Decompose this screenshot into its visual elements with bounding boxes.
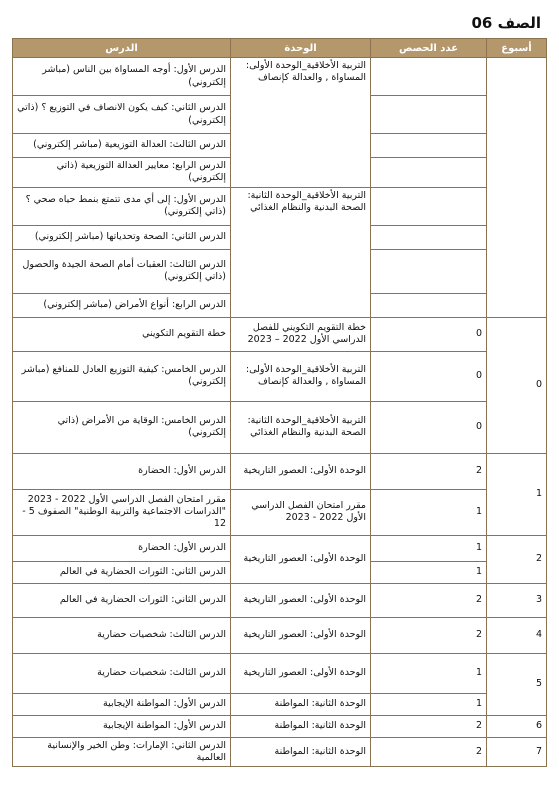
table-row	[13, 401, 547, 453]
lesson-cell: الدرس الأول: المواطنة الإيجابية	[13, 693, 231, 715]
unit-cell: التربية الأخلاقية_الوحدة الأولى: المساواة , والعدالة كإنصاف	[231, 58, 371, 188]
table-row	[13, 715, 547, 737]
periods-cell	[371, 249, 487, 293]
periods-cell: 0	[371, 401, 487, 453]
lesson-cell: الدرس الثاني: الصحة وتحدياتها (مباشر إلكتروني)	[13, 225, 231, 249]
unit-cell: التربية الأخلاقية_الوحدة الأولى: المساواة , والعدالة كإنصاف	[231, 351, 371, 401]
periods-cell	[371, 187, 487, 225]
table-row	[13, 187, 547, 225]
periods-cell: 2	[371, 737, 487, 767]
lesson-cell: الدرس الثالث: العدالة التوزيعية (مباشر إلكتروني)	[13, 134, 231, 158]
table-row	[13, 693, 547, 715]
unit-cell: التربية الأخلاقية_الوحدة الثانية: الصحة البدنية والنظام الغذائي	[231, 187, 371, 317]
header-lesson: الدرس	[13, 39, 231, 58]
lesson-cell: الدرس الثالث: شخصيات حضارية	[13, 617, 231, 653]
table-row	[13, 583, 547, 617]
lesson-cell: الدرس الأول: الحضارة	[13, 535, 231, 561]
table-row	[13, 351, 547, 401]
lesson-cell: الدرس الأول: إلى أي مدى تتمتع بنمط حياه صحي ؟ (ذاتي إلكتروني)	[13, 187, 231, 225]
lesson-cell: الدرس الأول: الحضارة	[13, 453, 231, 489]
week-cell: 5	[487, 653, 547, 715]
periods-cell	[371, 225, 487, 249]
periods-cell: 2	[371, 715, 487, 737]
table-row	[13, 453, 547, 489]
periods-cell: 2	[371, 617, 487, 653]
table-row	[13, 317, 547, 351]
week-cell: 3	[487, 583, 547, 617]
table-row	[13, 737, 547, 767]
lesson-cell: الدرس الرابع: أنواع الأمراض (مباشر إلكتروني)	[13, 293, 231, 317]
unit-cell: الوحدة الأولى: العصور التاريخية	[231, 535, 371, 583]
unit-cell: الوحدة الثانية: المواطنة	[231, 737, 371, 767]
lesson-cell: الدرس الخامس: كيفية التوزيع العادل للمنافع (مباشر إلكتروني)	[13, 351, 231, 401]
week-cell: 2	[487, 535, 547, 583]
periods-cell	[371, 96, 487, 134]
periods-cell	[371, 58, 487, 96]
periods-cell	[371, 134, 487, 158]
periods-cell: 2	[371, 583, 487, 617]
periods-cell	[371, 158, 487, 188]
lesson-cell: الدرس الثالث: العقبات أمام الصحة الجيدة والحصول (ذاتي إلكتروني)	[13, 249, 231, 293]
periods-cell: 1	[371, 561, 487, 583]
page-title: الصف 06	[471, 14, 541, 32]
header-unit: الوحدة	[231, 39, 371, 58]
header-week: أسبوع	[487, 39, 547, 58]
periods-cell	[371, 293, 487, 317]
table-row	[13, 653, 547, 693]
curriculum-plan-table	[12, 38, 547, 767]
week-cell: 1	[487, 453, 547, 535]
table-row	[13, 58, 547, 96]
unit-cell: الوحدة الأولى: العصور التاريخية	[231, 583, 371, 617]
week-cell: 7	[487, 737, 547, 767]
periods-cell: 1	[371, 693, 487, 715]
lesson-cell: الدرس الثاني: الإمارات: وطن الخير والإنسانية العالمية	[13, 737, 231, 767]
lesson-cell: الدرس الثاني: كيف يكون الانصاف في التوزيع ؟ (ذاتي إلكتروني)	[13, 96, 231, 134]
periods-cell: 0	[371, 351, 487, 401]
unit-cell: التربية الأخلاقية_الوحدة الثانية: الصحة البدنية والنظام الغذائي	[231, 401, 371, 453]
lesson-cell: الدرس الأول: أوجه المساواة بين الناس (مباشر إلكتروني)	[13, 58, 231, 96]
lesson-cell: خطة التقويم التكويني	[13, 317, 231, 351]
lesson-cell: الدرس الأول: المواطنة الإيجابية	[13, 715, 231, 737]
table-row	[13, 489, 547, 535]
week-cell: 6	[487, 715, 547, 737]
table-header-row	[13, 39, 547, 58]
lesson-cell: الدرس الثاني: الثورات الحضارية في العالم	[13, 561, 231, 583]
week-cell: 0	[487, 317, 547, 453]
table-row	[13, 617, 547, 653]
unit-cell: الوحدة الأولى: العصور التاريخية	[231, 453, 371, 489]
lesson-cell: الدرس الثاني: الثورات الحضارية في العالم	[13, 583, 231, 617]
unit-cell: الوحدة الثانية: المواطنة	[231, 715, 371, 737]
lesson-cell: الدرس الخامس: الوقاية من الأمراض (ذاتي إلكتروني)	[13, 401, 231, 453]
lesson-cell: مقرر امتحان الفصل الدراسي الأول 2022 - 2023 "الدراسات الاجتماعية والتربية الوطنية" الصفوف 5 - 12	[13, 489, 231, 535]
header-periods: عدد الحصص	[371, 39, 487, 58]
table-row	[13, 535, 547, 561]
lesson-cell: الدرس الرابع: معايير العدالة التوزيعية (ذاتي إلكتروني)	[13, 158, 231, 188]
week-cell	[487, 58, 547, 318]
unit-cell: مقرر امتحان الفصل الدراسي الأول 2022 - 2023	[231, 489, 371, 535]
periods-cell: 2	[371, 453, 487, 489]
periods-cell: 1	[371, 535, 487, 561]
periods-cell: 1	[371, 489, 487, 535]
unit-cell: الوحدة الثانية: المواطنة	[231, 693, 371, 715]
unit-cell: الوحدة الأولى: العصور التاريخية	[231, 653, 371, 693]
periods-cell: 1	[371, 653, 487, 693]
week-cell: 4	[487, 617, 547, 653]
unit-cell: الوحدة الأولى: العصور التاريخية	[231, 617, 371, 653]
lesson-cell: الدرس الثالث: شخصيات حضارية	[13, 653, 231, 693]
unit-cell: خطة التقويم التكويني للفصل الدراسي الأول 2022 – 2023	[231, 317, 371, 351]
periods-cell: 0	[371, 317, 487, 351]
